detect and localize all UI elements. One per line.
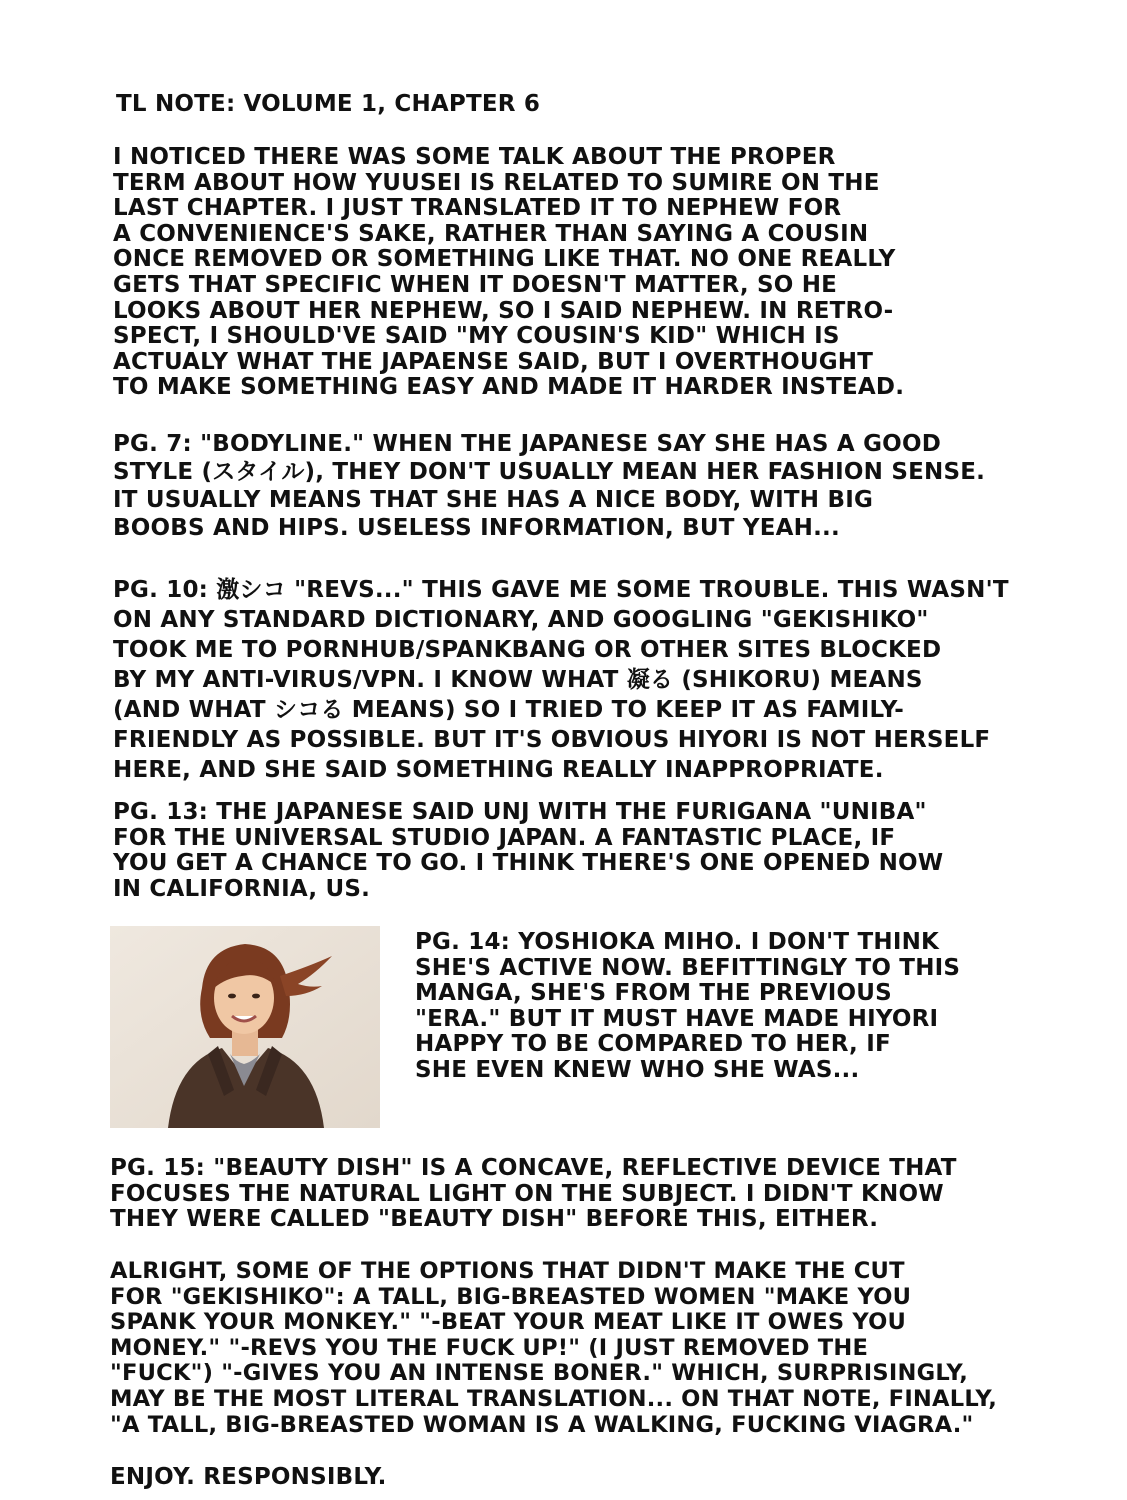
- note-pg14: PG. 14: YOSHIOKA MIHO. I DON'T THINK SHE'S ACTIVE NOW. BEFITTINGLY TO THIS MANGA, SHE'S FROM THE PREVIOUS "ERA." BUT IT MUST HAVE MADE HIYORI HAPPY TO BE COMPARED TO HER, IF SHE EVEN KNEW WHO SHE WAS...: [415, 929, 961, 1083]
- actress-photo: [110, 926, 380, 1128]
- closing-line: ENJOY. RESPONSIBLY.: [110, 1464, 387, 1490]
- note-pg7: PG. 7: "BODYLINE." WHEN THE JAPANESE SAY SHE HAS A GOOD STYLE (スタイル), THEY DON'T USUALLY MEAN HER FASHION SENSE. IT USUALLY MEANS THAT SHE HAS A NICE BODY, WITH BIG BOOBS AND HIPS. USELESS INFORMATION, BUT YEAH...: [113, 431, 986, 541]
- note-pg10: PG. 10: 激シコ "REVS..." THIS GAVE ME SOME TROUBLE. THIS WASN'T ON ANY STANDARD DICTIONARY, AND GOOGLING "GEKISHIKO" TOOK ME TO PORNHUB/SPANKBANG OR OTHER SITES BLOCKED BY MY ANTI-VIRUS/VPN. I KNOW WHAT 凝る (SHIKORU) MEANS (AND WHAT シコる MEANS) SO I TRIED TO KEEP IT AS FAMILY- FRIENDLY AS POSSIBLE. BUT IT'S OBVIOUS HIYORI IS NOT HERSELF HERE, AND SHE SAID SOMETHING REALLY INAPPROPRIATE.: [113, 577, 1009, 783]
- note-pg13: PG. 13: THE JAPANESE SAID UNJ WITH THE FURIGANA "UNIBA" FOR THE UNIVERSAL STUDIO JAPAN. A FANTASTIC PLACE, IF YOU GET A CHANCE TO GO. I THINK THERE'S ONE OPENED NOW IN CALIFORNIA, US.: [113, 799, 944, 902]
- note-pg15: PG. 15: "BEAUTY DISH" IS A CONCAVE, REFLECTIVE DEVICE THAT FOCUSES THE NATURAL LIGHT ON THE SUBJECT. I DIDN'T KNOW THEY WERE CALLED "BEAUTY DISH" BEFORE THIS, EITHER.: [110, 1155, 957, 1233]
- page-title: TL NOTE: VOLUME 1, CHAPTER 6: [116, 91, 541, 117]
- note-nephew: I NOTICED THERE WAS SOME TALK ABOUT THE PROPER TERM ABOUT HOW YUUSEI IS RELATED TO SUMIRE ON THE LAST CHAPTER. I JUST TRANSLATED IT TO NEPHEW FOR A CONVENIENCE'S SAKE, RATHER THAN SAYING A COUSIN ONCE REMOVED OR SOMETHING LIKE THAT. NO ONE REALLY GETS THAT SPECIFIC WHEN IT DOESN'T MATTER, SO HE LOOKS ABOUT HER NEPHEW, SO I SAID NEPHEW. IN RETRO- SPECT, I SHOULD'VE SAID "MY COUSIN'S KID" WHICH IS ACTUALY WHAT THE JAPAENSE SAID, BUT I OVERTHOUGHT TO MAKE SOMETHING EASY AND MADE IT HARDER INSTEAD.: [113, 144, 905, 401]
- note-gekishiko-options: ALRIGHT, SOME OF THE OPTIONS THAT DIDN'T MAKE THE CUT FOR "GEKISHIKO": A TALL, BIG-BREASTED WOMEN "MAKE YOU SPANK YOUR MONKEY." "-BEAT YOUR MEAT LIKE IT OWES YOU MONEY." "-REVS YOU THE FUCK UP!" (I JUST REMOVED THE "FUCK") "-GIVES YOU AN INTENSE BONER." WHICH, SURPRISINGLY, MAY BE THE MOST LITERAL TRANSLATION... ON THAT NOTE, FINALLY, "A TALL, BIG-BREASTED WOMAN IS A WALKING, FUCKING VIAGRA.": [110, 1258, 997, 1438]
